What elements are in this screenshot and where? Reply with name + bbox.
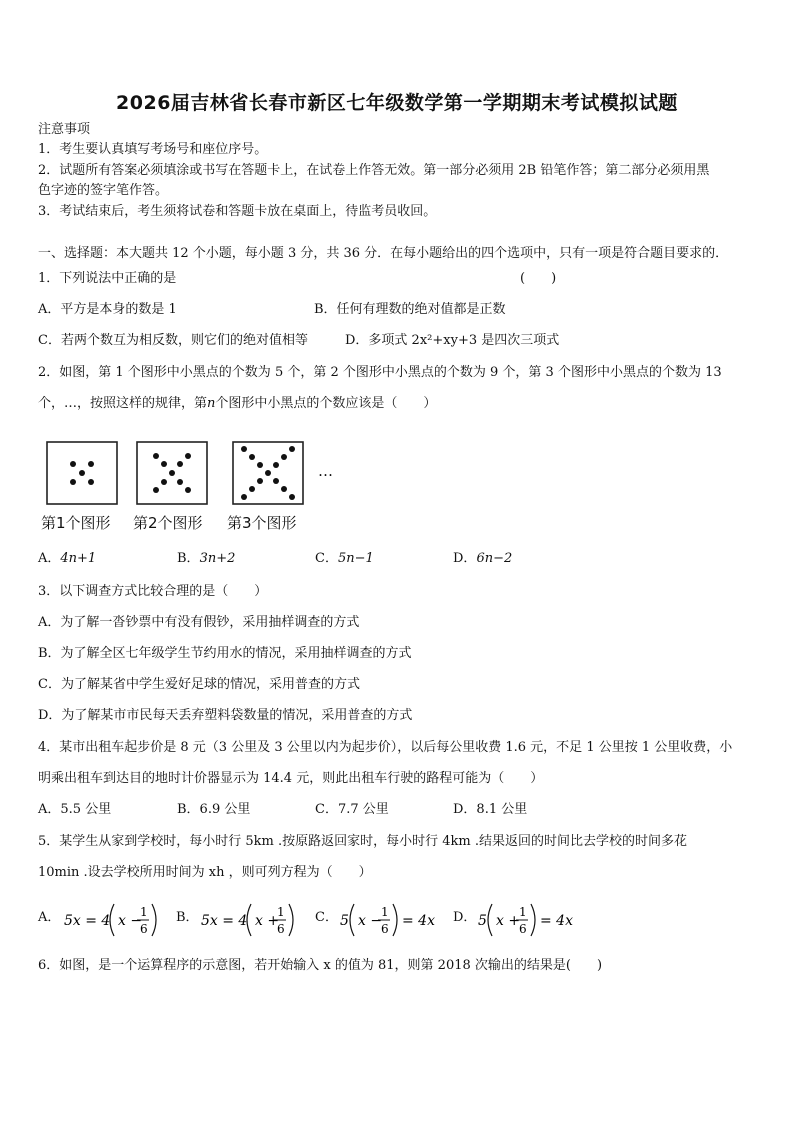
eq-a-lhs: 5x = 4	[64, 913, 111, 929]
eq-b-den: 6	[277, 922, 285, 936]
section-heading: 一、选择题：本大题共 12 个小题，每小题 3 分，共 36 分．在每小题给出的四个选项中，只有一项是符合题目要求的．	[38, 246, 729, 261]
page-title: 2026届吉林省长春市新区七年级数学第一学期期末考试模拟试题	[116, 92, 678, 114]
q1-option-c: C．若两个数互为相反数，则它们的绝对值相等	[38, 333, 308, 348]
q6-stem: 6．如图，是一个运算程序的示意图，若开始输入 x 的值为 81，则第 2018 次输出的结果是( )	[38, 958, 603, 973]
q2-option-c	[315, 550, 374, 568]
eq-a-den: 6	[140, 922, 148, 936]
q5-option-a-equation	[62, 898, 162, 942]
q3-option-c: C．为了解某省中学生爱好足球的情况，采用普查的方式	[38, 677, 360, 692]
q4-option-c: C．7.7 公里	[315, 802, 389, 817]
q4-option-a: A．5.5 公里	[38, 802, 112, 817]
q2-option-d	[453, 550, 512, 568]
q2-option-d-label: D．	[453, 551, 477, 566]
q4-option-b: B．6.9 公里	[177, 802, 251, 817]
eq-a-inner: x −	[118, 913, 143, 929]
q5-option-d-label: D．	[453, 910, 477, 925]
q3-option-d: D．为了解某市市民每天丢弃塑料袋数量的情况，采用普查的方式	[38, 708, 413, 723]
eq-c-rhs: = 4x	[402, 913, 435, 929]
q2-stem-line2-b: 个图形中小黑点的个数应该是（ ）	[215, 396, 437, 411]
eq-c-lhs: 5	[340, 913, 349, 929]
eq-c-den: 6	[381, 922, 389, 936]
notice-heading: 注意事项	[38, 122, 91, 137]
figure-2-box	[137, 442, 207, 504]
q3-option-b: B．为了解全区七年级学生节约用水的情况，采用抽样调查的方式	[38, 646, 412, 661]
q5-option-d-equation	[476, 898, 576, 942]
q2-option-a-expr: 4n+1	[60, 551, 97, 566]
eq-b-num: 1	[277, 905, 285, 919]
q5-option-b-equation	[199, 898, 299, 942]
q1-answer-paren: ( )	[520, 271, 557, 286]
eq-b-lhs: 5x = 4	[201, 913, 248, 929]
q1-option-d: D．多项式 2x²+xy+3 是四次三项式	[345, 333, 560, 348]
notice-item-2-cont: 色字迹的签字笔作答。	[38, 183, 169, 198]
figure-1-box	[47, 442, 117, 504]
q4-stem-line2: 明乘出租车到达目的地时计价器显示为 14.4 元，则此出租车行驶的路程可能为（ ）	[38, 771, 544, 786]
q2-option-b-expr: 3n+2	[199, 551, 236, 566]
eq-d-den: 6	[519, 922, 527, 936]
q4-option-d: D．8.1 公里	[453, 802, 528, 817]
figure-3-label: 第3个图形	[227, 514, 297, 532]
eq-c-inner: x −	[358, 913, 383, 929]
figure-2-label: 第2个图形	[133, 514, 203, 532]
q5-stem-line1: 5．某学生从家到学校时，每小时行 5km .按原路返回家时，每小时行 4km .结果返回的时间比去学校的时间多花	[38, 834, 688, 849]
eq-a-num: 1	[140, 905, 148, 919]
notice-item-1: 1．考生要认真填写考场号和座位序号。	[38, 142, 268, 157]
q4-stem-line1: 4．某市出租车起步价是 8 元（3 公里及 3 公里以内为起步价），以后每公里收费 1.6 元，不足 1 公里按 1 公里收费，小	[38, 740, 733, 755]
q2-stem-line2-a: 个，…，按照这样的规律，第	[38, 396, 208, 411]
q3-option-a: A．为了解一沓钞票中有没有假钞，采用抽样调查的方式	[38, 615, 360, 630]
figure-ellipsis: …	[318, 462, 333, 480]
q1-option-a: A．平方是本身的数是 1	[38, 302, 177, 317]
eq-d-rhs: = 4x	[540, 913, 573, 929]
q1-stem: 1．下列说法中正确的是	[38, 271, 177, 286]
q2-variable-n: n	[207, 396, 216, 411]
q5-option-c-label: C．	[315, 910, 338, 925]
q2-option-b-label: B．	[177, 551, 200, 566]
eq-b-inner: x +	[255, 913, 280, 929]
eq-d-num: 1	[519, 905, 527, 919]
q2-option-c-expr: 5n−1	[337, 551, 374, 566]
q2-option-a-label: A．	[38, 551, 61, 566]
q5-option-b-label: B．	[176, 910, 199, 925]
q2-stem-line2	[38, 395, 436, 413]
q5-stem-line2: 10min .设去学校所用时间为 xh ，则可列方程为（ ）	[38, 865, 372, 880]
q2-dot-figures	[40, 438, 340, 510]
eq-d-lhs: 5	[478, 913, 487, 929]
q2-option-b	[177, 550, 235, 568]
q1-option-b: B．任何有理数的绝对值都是正数	[314, 302, 506, 317]
figure-1-label: 第1个图形	[41, 514, 111, 532]
q2-option-c-label: C．	[315, 551, 338, 566]
eq-c-num: 1	[381, 905, 389, 919]
q3-stem: 3．以下调查方式比较合理的是（ ）	[38, 584, 268, 599]
q5-option-a-label: A．	[38, 910, 61, 925]
notice-item-2: 2．试题所有答案必须填涂或书写在答题卡上，在试卷上作答无效。第一部分必须用 2B 铅笔作答；第二部分必须用黑	[38, 163, 710, 178]
notice-item-3: 3．考试结束后，考生须将试卷和答题卡放在桌面上，待监考员收回。	[38, 204, 437, 219]
q2-option-a	[38, 550, 96, 568]
q2-option-d-expr: 6n−2	[476, 551, 513, 566]
q2-stem-line1: 2．如图，第 1 个图形中小黑点的个数为 5 个，第 2 个图形中小黑点的个数为 9 个，第 3 个图形中小黑点的个数为 13	[38, 365, 722, 380]
eq-d-inner: x +	[496, 913, 521, 929]
figure-3-box	[233, 442, 303, 504]
q5-option-c-equation	[338, 898, 438, 942]
